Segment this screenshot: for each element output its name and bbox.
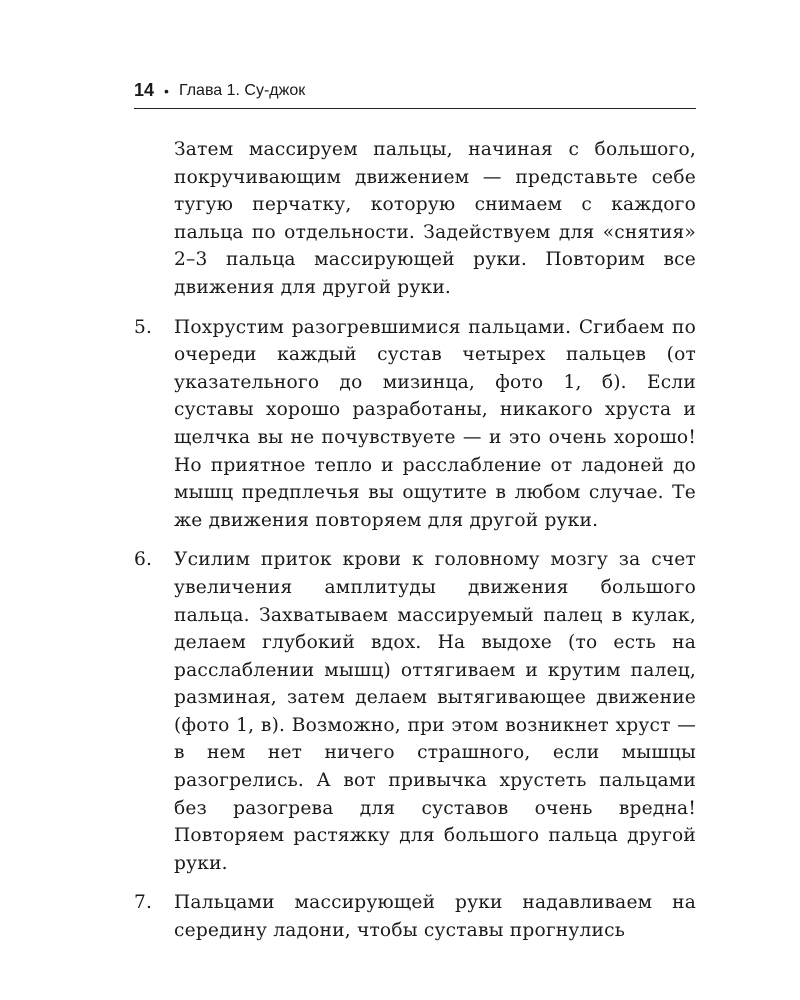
list-number: 5. <box>134 316 153 338</box>
list-item-7 <box>134 889 696 944</box>
paragraph-text: Пальцами массирующей руки надавливаем на середину ладони, чтобы суставы прогнулись <box>174 892 696 942</box>
chapter-title: Глава 1. Су-джок <box>178 82 306 99</box>
paragraph-text: Усилим приток крови к головному мозгу за счет увеличения амплитуды движения большого пальца. Захватываем массируемый палец в кулак, делаем глубокий вдох. На выдохе (то есть на расслаблении мышц) оттягиваем и крутим палец, разминая, затем делаем вытягивающее движение (фото 1, в). Возможно, при этом возникнет хруст — в нем нет ничего страшного, если мышцы разогрелись. А вот привычка хрустеть пальцами без разогрева для суставов очень вредна! Повторяем растяжку для большого пальца другой руки. <box>174 549 696 874</box>
page-number: 14 <box>134 80 155 100</box>
running-head <box>134 80 696 109</box>
list-item-5 <box>134 314 696 535</box>
body-text <box>134 136 696 957</box>
paragraph-text: Затем массируем пальцы, начиная с большого, покручивающим движением — представьте себе тугую перчатку, которую снимаем с каждого пальца по отдельности. Задействуем для «снятия» 2–3 пальца массирующей руки. Повторим все движения для другой руки. <box>174 139 696 298</box>
bullet-separator: • <box>164 83 169 99</box>
list-item-6 <box>134 546 696 877</box>
list-number: 7. <box>134 892 153 914</box>
paragraph-continuation <box>134 136 696 302</box>
paragraph-text: Похрустим разогревшимися пальцами. Сгибаем по очереди каждый сустав четырех пальцев (от указательного до мизинца, фото 1, б). Если суставы хорошо разработаны, никакого хруста и щелчка вы не почувствуете — и это очень хорошо! Но приятное тепло и расслабление от ладоней до мышц предплечья вы ощутите в любом случае. Те же движения повторяем для другой руки. <box>174 316 696 531</box>
list-number: 6. <box>134 549 153 571</box>
